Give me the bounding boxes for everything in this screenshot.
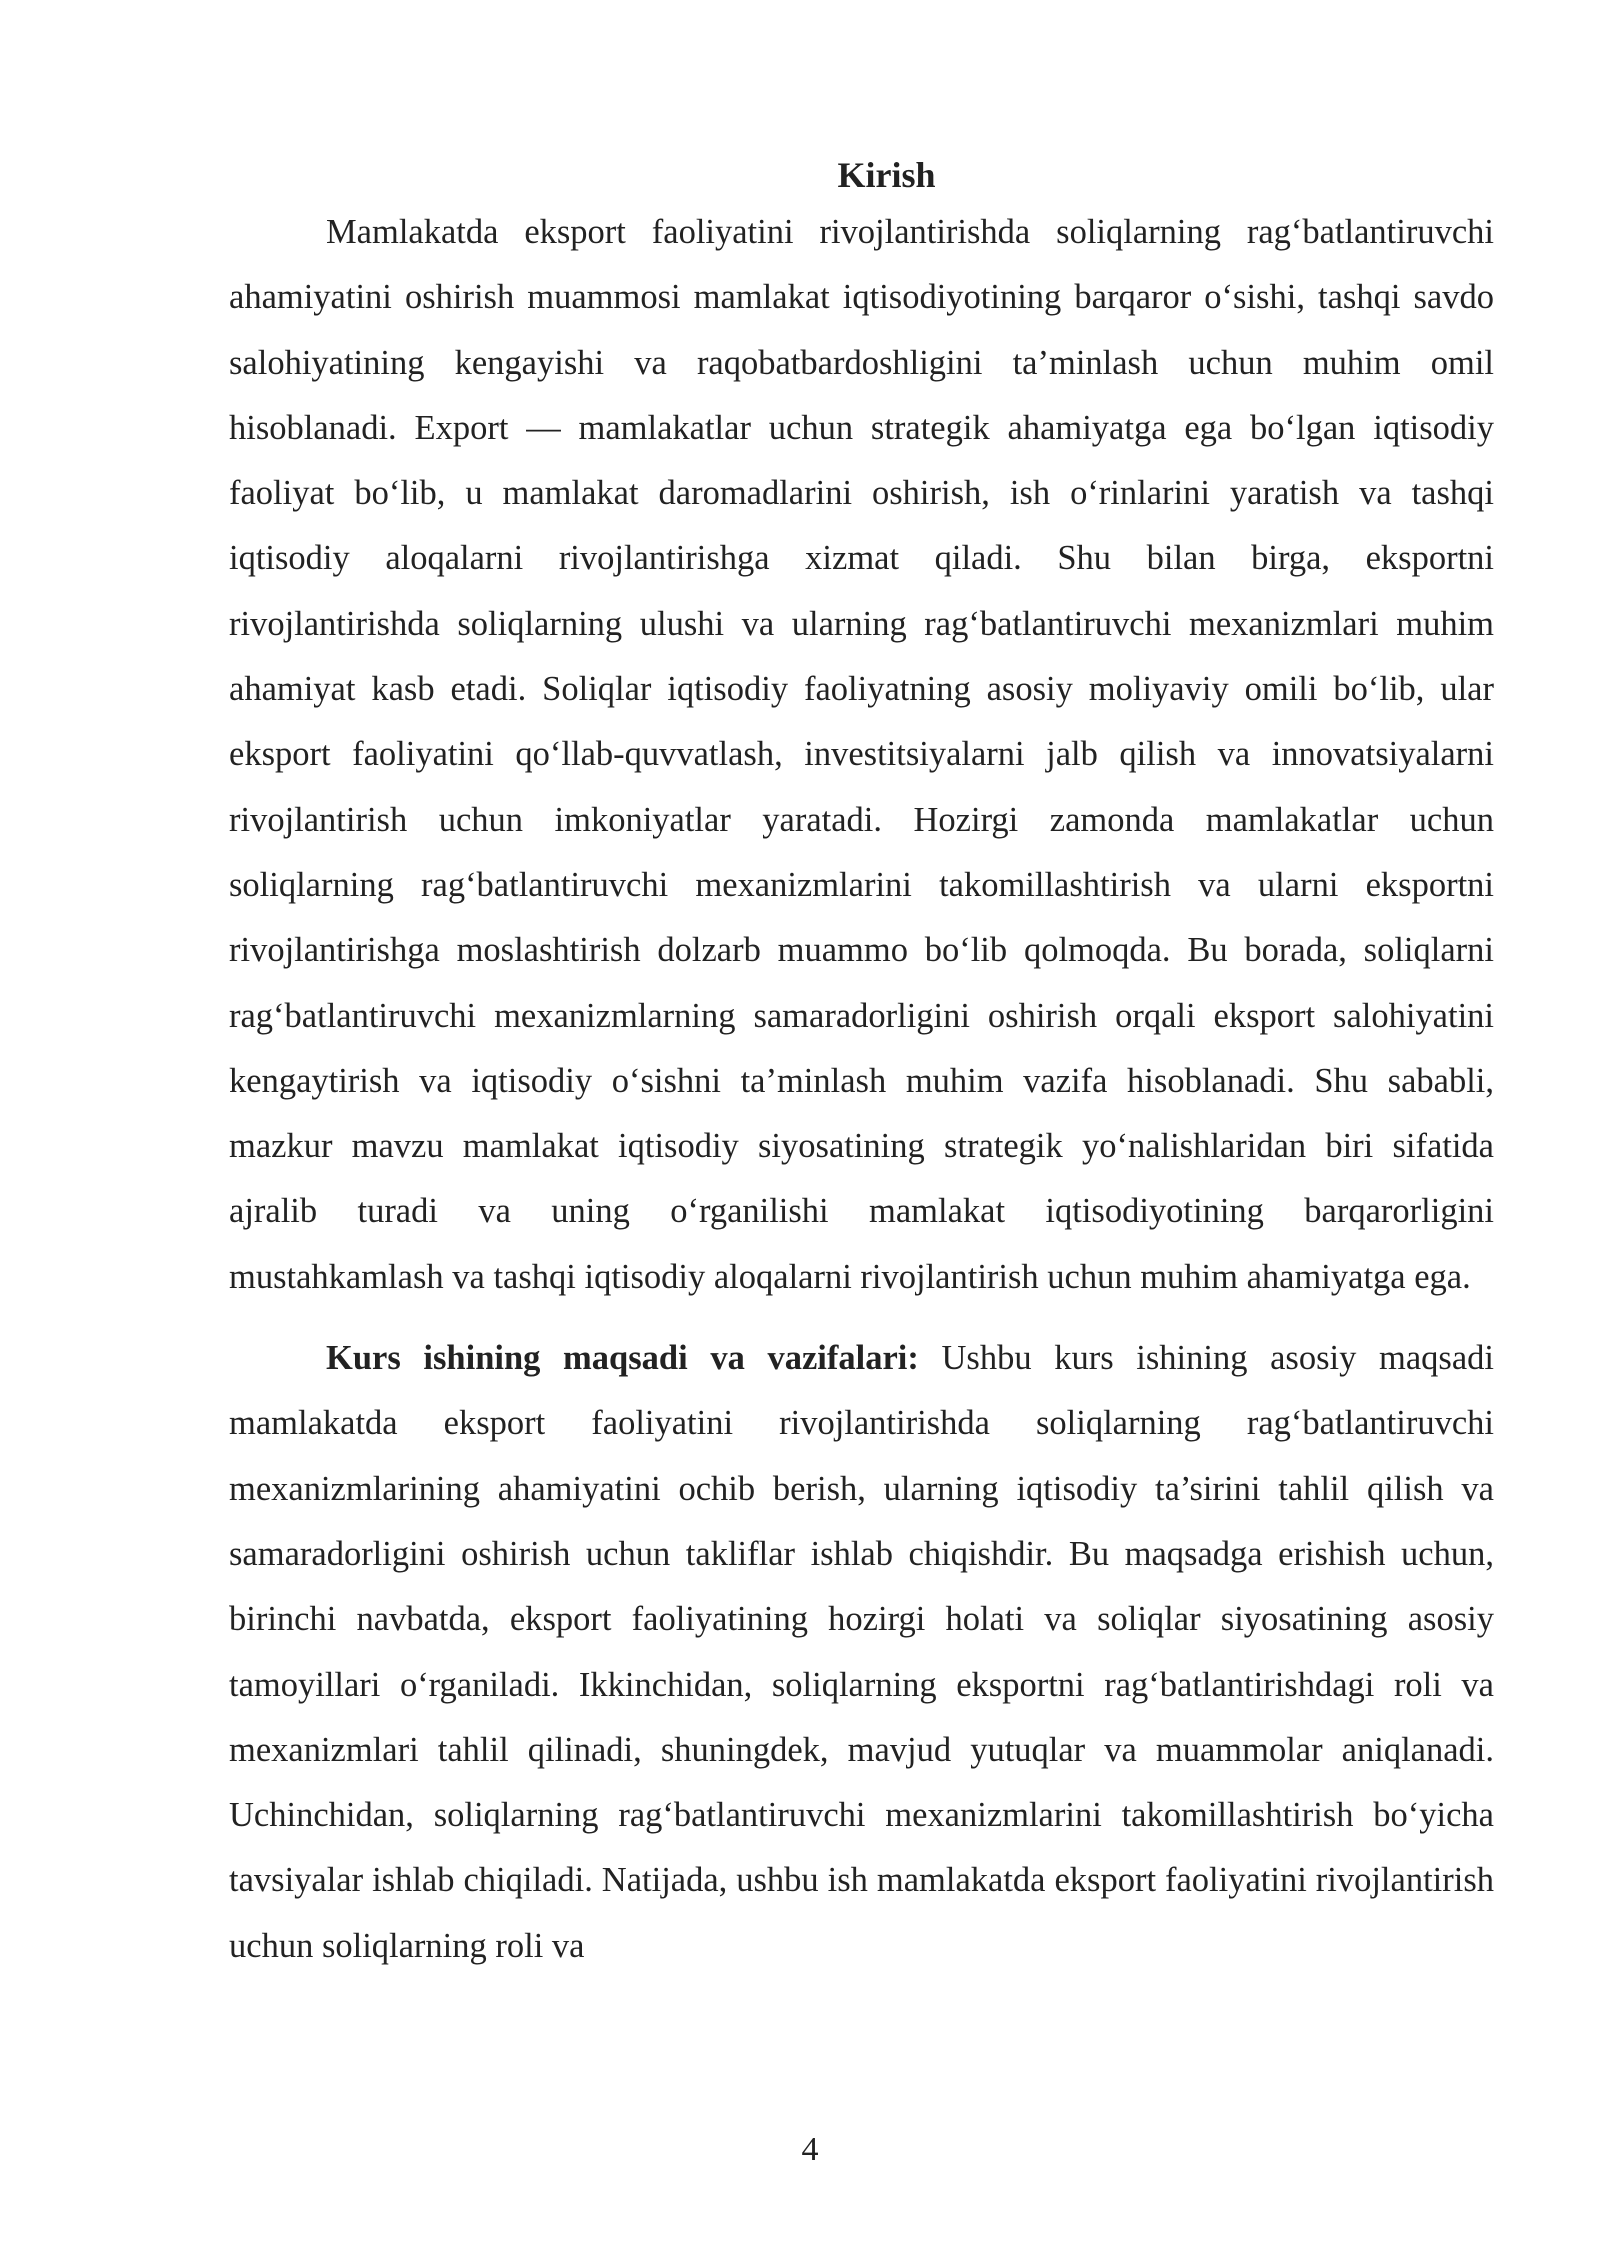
goals-paragraph [229,1326,1494,1979]
page-content [229,150,1494,1979]
goals-body-text: Ushbu kurs ishining asosiy maqsadi mamlakatda eksport faoliyatini rivojlantirishda soliqlarning rag‘batlantiruvchi mexanizmlarining ahamiyatini ochib berish, ularning iqtisodiy ta’sirini tahlil qilish va samaradorligini oshirish uchun takliflar ishlab chiqishdir. Bu maqsadga erishish uchun, birinchi navbatda, eksport faoliyatining hozirgi holati va soliqlar siyosatining asosiy tamoyillari o‘rganiladi. Ikkinchidan, soliqlarning eksportni rag‘batlantirishdagi roli va mexanizmlari tahlil qilinadi, shuningdek, mavjud yutuqlar va muammolar aniqlanadi. Uchinchidan, soliqlarning rag‘batlantiruvchi mexanizmlarini takomillashtirish bo‘yicha tavsiyalar ishlab chiqiladi. Natijada, ushbu ish mamlakatda eksport faoliyatini rivojlantirish uchun soliqlarning roli va [229,1339,1494,1965]
intro-paragraph: Mamlakatda eksport faoliyatini rivojlantirishda soliqlarning rag‘batlantiruvchi ahamiyatini oshirish muammosi mamlakat iqtisodiyotining barqaror o‘sishi, tashqi savdo salohiyatining kengayishi va raqobatbardoshligini ta’minlash uchun muhim omil hisoblanadi. Export — mamlakatlar uchun strategik ahamiyatga ega bo‘lgan iqtisodiy faoliyat bo‘lib, u mamlakat daromadlarini oshirish, ish o‘rinlarini yaratish va tashqi iqtisodiy aloqalarni rivojlantirishga xizmat qiladi. Shu bilan birga, eksportni rivojlantirishda soliqlarning ulushi va ularning rag‘batlantiruvchi mexanizmlari muhim ahamiyat kasb etadi. Soliqlar iqtisodiy faoliyatning asosiy moliyaviy omili bo‘lib, ular eksport faoliyatini qo‘llab-quvvatlash, investitsiyalarni jalb qilish va innovatsiyalarni rivojlantirish uchun imkoniyatlar yaratadi. Hozirgi zamonda mamlakatlar uchun soliqlarning rag‘batlantiruvchi mexanizmlarini takomillashtirish va ularni eksportni rivojlantirishga moslashtirish dolzarb muammo bo‘lib qolmoqda. Bu borada, soliqlarni rag‘batlantiruvchi mexanizmlarning samaradorligini oshirish orqali eksport salohiyatini kengaytirish va iqtisodiy o‘sishni ta’minlash muhim vazifa hisoblanadi. Shu sababli, mazkur mavzu mamlakat iqtisodiy siyosatining strategik yo‘nalishlaridan biri sifatida ajralib turadi va uning o‘rganilishi mamlakat iqtisodiyotining barqarorligini mustahkamlash va tashqi iqtisodiy aloqalarni rivojlantirish uchun muhim ahamiyatga ega. [229,213,1494,1296]
goals-lead-text: Kurs ishining maqsadi va vazifalari: [326,1339,919,1378]
page-number: 4 [801,2131,819,2168]
section-heading: Kirish [837,155,936,195]
